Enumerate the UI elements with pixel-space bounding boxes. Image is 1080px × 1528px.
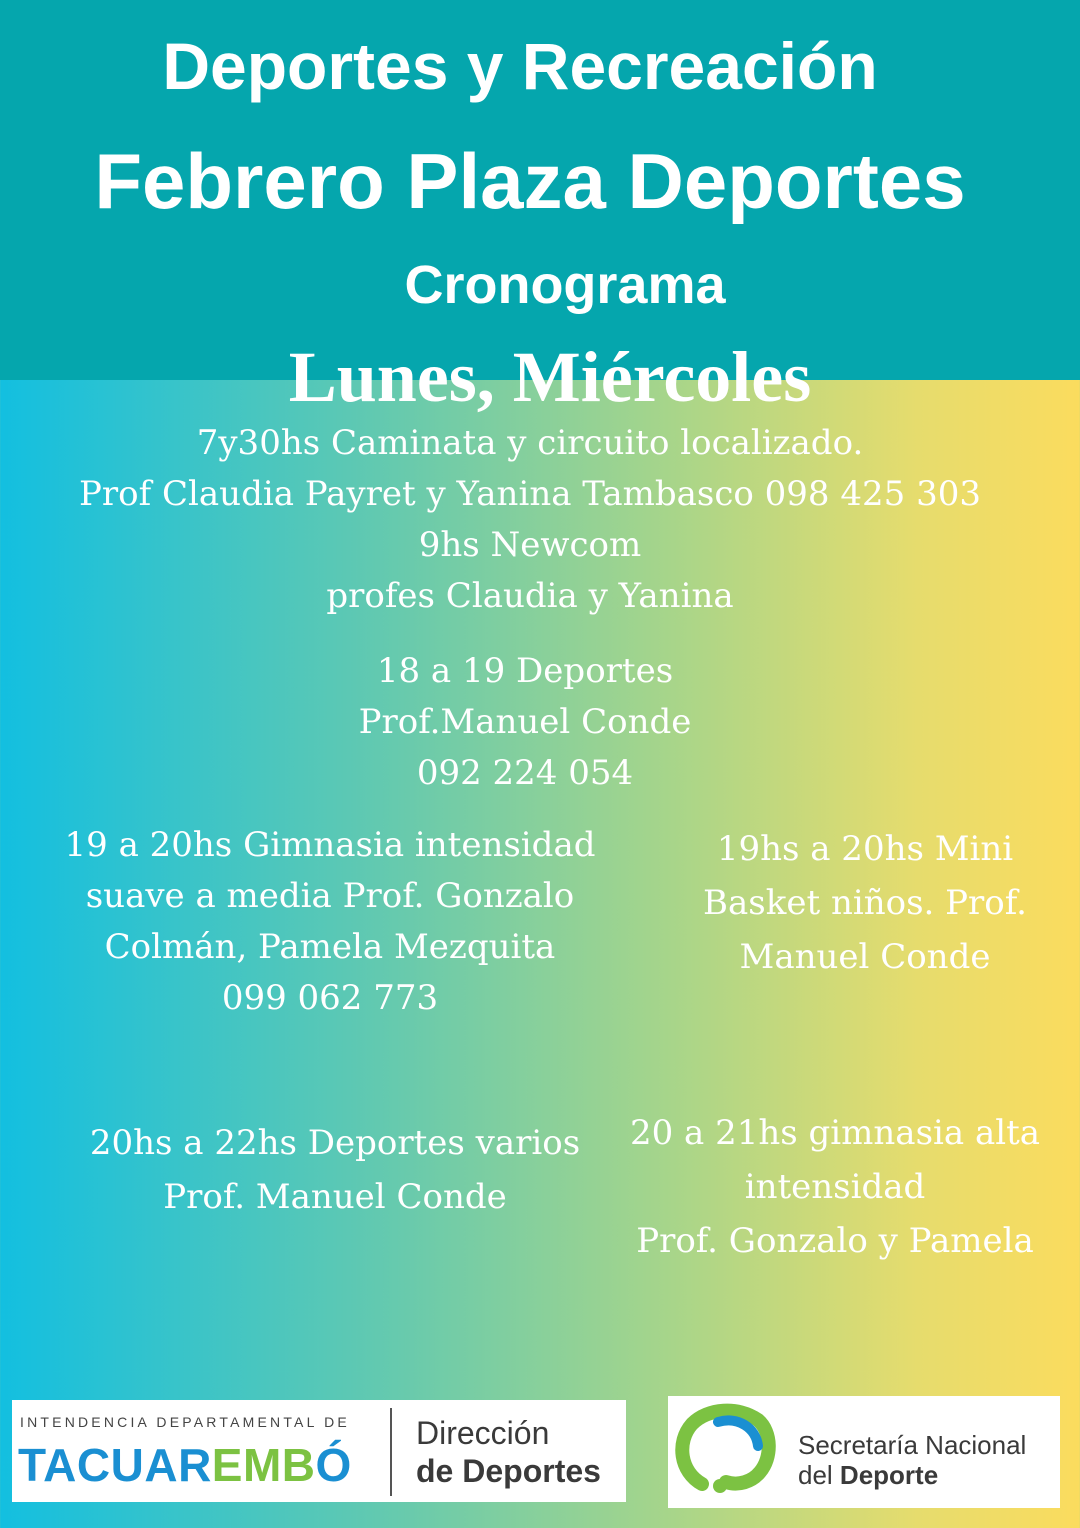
secretaria-emblem-icon bbox=[672, 1402, 782, 1502]
schedule-line: suave a media Prof. Gonzalo bbox=[85, 876, 575, 916]
schedule-line: 099 062 773 bbox=[221, 978, 439, 1018]
schedule-line: 9hs Newcom bbox=[418, 525, 642, 565]
gimnasia-alta-schedule bbox=[600, 1106, 1070, 1268]
logo-divider bbox=[390, 1408, 392, 1496]
tacuarembo-wordmark bbox=[18, 1438, 352, 1492]
schedule-line: 20hs a 22hs Deportes varios bbox=[89, 1123, 581, 1163]
section-heading: Cronograma bbox=[404, 255, 726, 315]
deportes-varios-schedule bbox=[10, 1116, 660, 1224]
schedule-line: Prof. Gonzalo y Pamela bbox=[636, 1221, 1034, 1261]
direccion-deportes-label bbox=[416, 1414, 601, 1490]
secretaria-part: del bbox=[798, 1460, 840, 1490]
schedule-line: 19hs a 20hs Mini bbox=[716, 829, 1014, 869]
schedule-line: Manuel Conde bbox=[739, 937, 991, 977]
schedule-line: profes Claudia y Yanina bbox=[326, 576, 734, 616]
page-title: Deportes y Recreación bbox=[162, 29, 878, 103]
days-heading: Lunes, Miércoles bbox=[288, 337, 812, 417]
mini-basket-schedule bbox=[650, 822, 1080, 984]
schedule-line: Prof.Manuel Conde bbox=[358, 702, 692, 742]
schedule-line: 19 a 20hs Gimnasia intensidad bbox=[64, 825, 596, 865]
tacuarembo-part: TACUAR bbox=[18, 1439, 212, 1491]
schedule-line: Prof Claudia Payret y Yanina Tambasco 098 425 303 bbox=[79, 474, 981, 514]
secretaria-line bbox=[798, 1460, 1026, 1490]
tacuarembo-logo bbox=[12, 1400, 626, 1502]
schedule-line: 092 224 054 bbox=[416, 753, 634, 793]
intendencia-label: INTENDENCIA DEPARTAMENTAL DE bbox=[20, 1414, 350, 1430]
schedule-line: 18 a 19 Deportes bbox=[376, 651, 674, 691]
schedule-line: 7y30hs Caminata y circuito localizado. bbox=[196, 423, 864, 463]
schedule-line: Prof. Manuel Conde bbox=[163, 1177, 507, 1217]
gimnasia-schedule bbox=[20, 820, 640, 1024]
morning-schedule bbox=[0, 418, 1060, 622]
direccion-line: de Deportes bbox=[416, 1453, 601, 1489]
deportes-schedule bbox=[340, 646, 710, 799]
schedule-line: Colmán, Pamela Mezquita bbox=[104, 927, 556, 967]
tacuarembo-part: EMB bbox=[211, 1439, 316, 1491]
secretaria-logo bbox=[668, 1396, 1060, 1508]
tacuarembo-part: Ó bbox=[315, 1439, 352, 1491]
schedule-line: 20 a 21hs gimnasia alta bbox=[629, 1113, 1041, 1153]
secretaria-line: Secretaría Nacional bbox=[798, 1430, 1027, 1460]
event-title: Febrero Plaza Deportes bbox=[94, 137, 966, 225]
direccion-line: Dirección bbox=[416, 1415, 550, 1451]
schedule-line: Basket niños. Prof. bbox=[703, 883, 1027, 923]
schedule-line: intensidad bbox=[744, 1167, 926, 1207]
secretaria-label bbox=[798, 1430, 1026, 1490]
secretaria-part: Deporte bbox=[839, 1460, 939, 1490]
